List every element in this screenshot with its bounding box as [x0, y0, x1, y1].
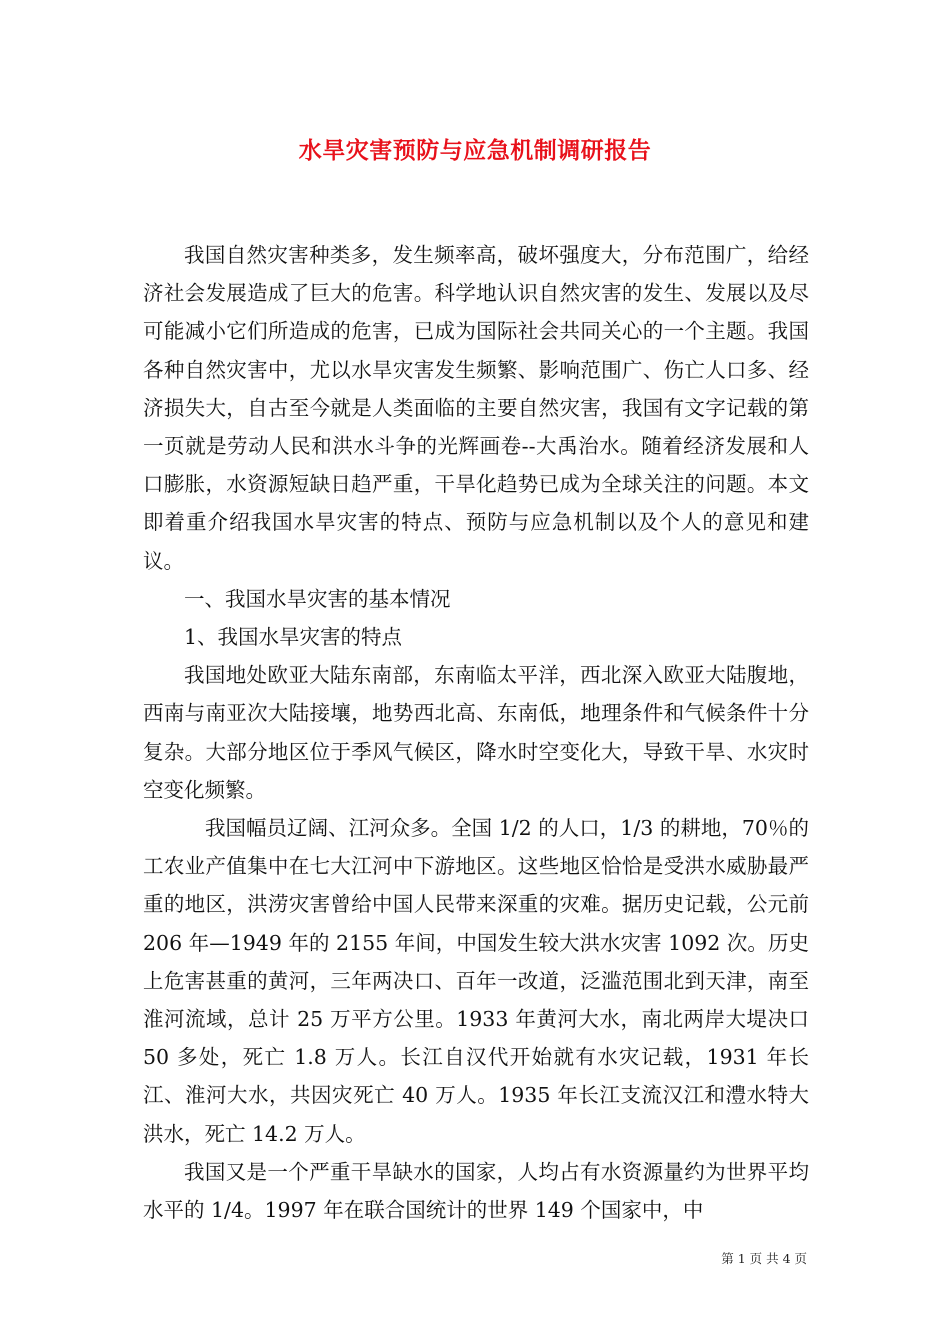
document-title: 水旱灾害预防与应急机制调研报告 — [298, 137, 652, 164]
paragraph-intro: 我国自然灾害种类多，发生频率高，破坏强度大，分布范围广，给经济社会发展造成了巨大的危害。科学地认识自然灾害的发生、发展以及尽可能减小它们所造成的危害，已成为国际社会共同关心的一个主题。我国各种自然灾害中，尤以水旱灾害发生频繁、影响范围广、伤亡人口多、经济损失大，自古至今就是人类面临的主要自然灾害，我国有文字记载的第一页就是劳动人民和洪水斗争的光辉画卷--大禹治水。随着经济发展和人口膨胀，水资源短缺日趋严重，干旱化趋势已成为全球关注的问题。本文即着重介绍我国水旱灾害的特点、预防与应急机制以及个人的意见和建议。 — [143, 243, 809, 573]
paragraph-geography: 我国地处欧亚大陆东南部，东南临太平洋，西北深入欧亚大陆腹地，西南与南亚次大陆接壤，地势西北高、东南低，地理条件和气候条件十分复杂。大部分地区位于季风气候区，降水时空变化大，导致干旱、水灾时空变化频繁。 — [143, 663, 809, 802]
section-heading: 一、我国水旱灾害的基本情况 — [184, 586, 451, 611]
document-body — [143, 236, 809, 1229]
subsection-heading: 1、我国水旱灾害的特点 — [184, 625, 403, 650]
page-number: 第 1 页 共 4 页 — [721, 1251, 807, 1266]
paragraph-drought: 我国又是一个严重干旱缺水的国家，人均占有水资源量约为世界平均水平的 1/4。1997 年在联合国统计的世界 149 个国家中，中 — [143, 1159, 809, 1223]
paragraph-flood-history: 我国幅员辽阔、江河众多。全国 1/2 的人口，1/3 的耕地，70％的工农业产值集中在七大江河中下游地区。这些地区恰恰是受洪水威胁最严重的地区，洪涝灾害曾给中国人民带来深重的灾难。据历史记载，公元前 206 年—1949 年的 2155 年间，中国发生较大洪水灾害 1092 次。历史上危害甚重的黄河，三年两决口、百年一改道，泛滥范围北到天津，南至淮河流域，总计 25 万平方公里。1933 年黄河大水，南北两岸大堤决口 50 多处，死亡 1.8 万人。长江自汉代开始就有水灾记载，1931 年长江、淮河大水，共因灾死亡 40 万人。1935 年长江支流汉江和澧水特大洪水，死亡 14.2 万人。 — [143, 816, 809, 1146]
